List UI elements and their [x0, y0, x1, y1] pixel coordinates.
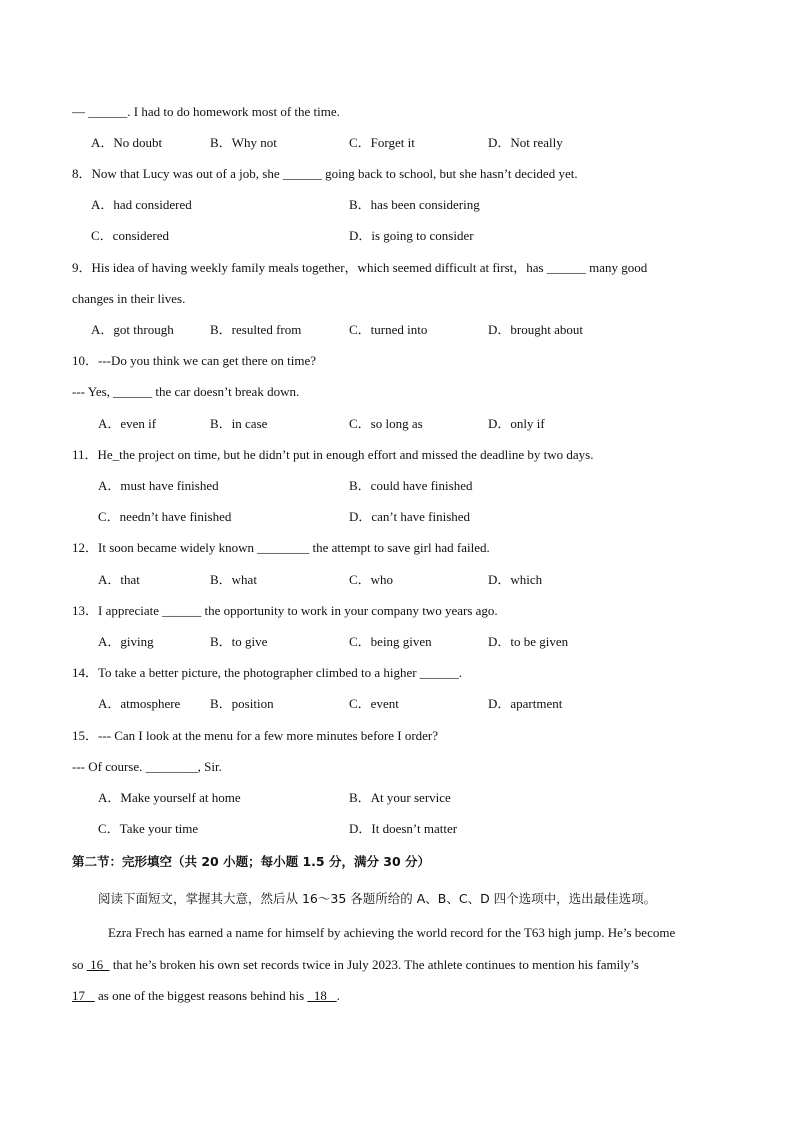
q10-option-a: A．even if	[98, 416, 157, 431]
q15-option-b: B．At your service	[349, 790, 451, 805]
cloze-blank-16: 16	[86, 957, 110, 972]
q9-stem-continued: changes in their lives.	[72, 291, 186, 306]
cloze-blank-17: 17	[72, 988, 95, 1003]
q10-stem: 10．---Do you think we can get there on time?	[72, 353, 317, 368]
q9-option-a: A．got through	[91, 322, 174, 337]
q7-option-a: A．No doubt	[91, 135, 163, 150]
section-heading: 第二节：完形填空（共 20 小题；每小题 1.5 分，满分 30 分）	[72, 854, 431, 869]
q10-option-c: C．so long as	[349, 416, 423, 431]
q15-option-c: C．Take your time	[98, 821, 199, 836]
q13-option-d: D．to be given	[488, 634, 569, 649]
q8-option-d: D．is going to consider	[349, 228, 474, 243]
passage-text: so	[72, 957, 87, 972]
q10-option-d: D．only if	[488, 416, 545, 431]
q12-option-a: A．that	[98, 572, 140, 587]
q10-option-b: B．in case	[210, 416, 268, 431]
passage-text: that he’s broken his own set records twice in July 2023. The athlete continues to mention his family’s	[109, 957, 639, 972]
q9-option-b: B．resulted from	[210, 322, 302, 337]
q14-option-a: A．atmosphere	[98, 696, 181, 711]
q11-option-b: B．could have finished	[349, 478, 473, 493]
q15-reply: --- Of course. ________, Sir.	[72, 759, 222, 774]
q12-option-d: D．which	[488, 572, 543, 587]
cloze-blank-18: 18	[307, 988, 337, 1003]
q15-option-a: A．Make yourself at home	[98, 790, 241, 805]
q7-option-c: C．Forget it	[349, 135, 415, 150]
section-instruction: 阅读下面短文，掌握其大意，然后从 16～35 各题所给的 A、B、C、D 四个选项中，选出最佳选项。	[98, 891, 657, 906]
q9-option-d: D．brought about	[488, 322, 583, 337]
q13-stem: 13．I appreciate ______ the opportunity to work in your company two years ago.	[72, 603, 498, 618]
q8-stem: 8．Now that Lucy was out of a job, she ______ going back to school, but she hasn’t decided yet.	[72, 166, 578, 181]
q14-option-d: D．apartment	[488, 696, 563, 711]
passage-text: as one of the biggest reasons behind his	[94, 988, 308, 1003]
passage-line-1: Ezra Frech has earned a name for himself by achieving the world record for the T63 high jump. He’s become	[108, 925, 676, 940]
q8-option-b: B．has been considering	[349, 197, 480, 212]
q14-stem: 14．To take a better picture, the photographer climbed to a higher ______.	[72, 665, 463, 680]
q7-option-d: D．Not really	[488, 135, 563, 150]
q11-option-d: D．can’t have finished	[349, 509, 471, 524]
q15-stem: 15．--- Can I look at the menu for a few more minutes before I order?	[72, 728, 439, 743]
q8-option-c: C．considered	[91, 228, 169, 243]
passage-line-2	[72, 957, 639, 973]
q12-stem: 12．It soon became widely known ________ the attempt to save girl had failed.	[72, 540, 490, 555]
q12-option-c: C．who	[349, 572, 394, 587]
q7-option-b: B．Why not	[210, 135, 277, 150]
q14-option-b: B．position	[210, 696, 274, 711]
q10-reply: --- Yes, ______ the car doesn’t break down.	[72, 384, 300, 399]
passage-line-3	[72, 988, 340, 1004]
q7-answer-line: — ______. I had to do homework most of the time.	[72, 104, 340, 119]
q13-option-a: A．giving	[98, 634, 154, 649]
q9-stem: 9．His idea of having weekly family meals together，which seemed difficult at first，has ______ many good	[72, 260, 648, 275]
q13-option-c: C．being given	[349, 634, 432, 649]
q12-option-b: B．what	[210, 572, 257, 587]
q14-option-c: C．event	[349, 696, 399, 711]
q11-option-a: A．must have finished	[98, 478, 219, 493]
q11-option-c: C．needn’t have finished	[98, 509, 232, 524]
passage-text: .	[336, 988, 340, 1003]
q9-option-c: C．turned into	[349, 322, 428, 337]
q11-stem: 11．He_the project on time, but he didn’t put in enough effort and missed the deadline by two days.	[72, 447, 594, 462]
q15-option-d: D．It doesn’t matter	[349, 821, 458, 836]
q13-option-b: B．to give	[210, 634, 268, 649]
q8-option-a: A．had considered	[91, 197, 192, 212]
